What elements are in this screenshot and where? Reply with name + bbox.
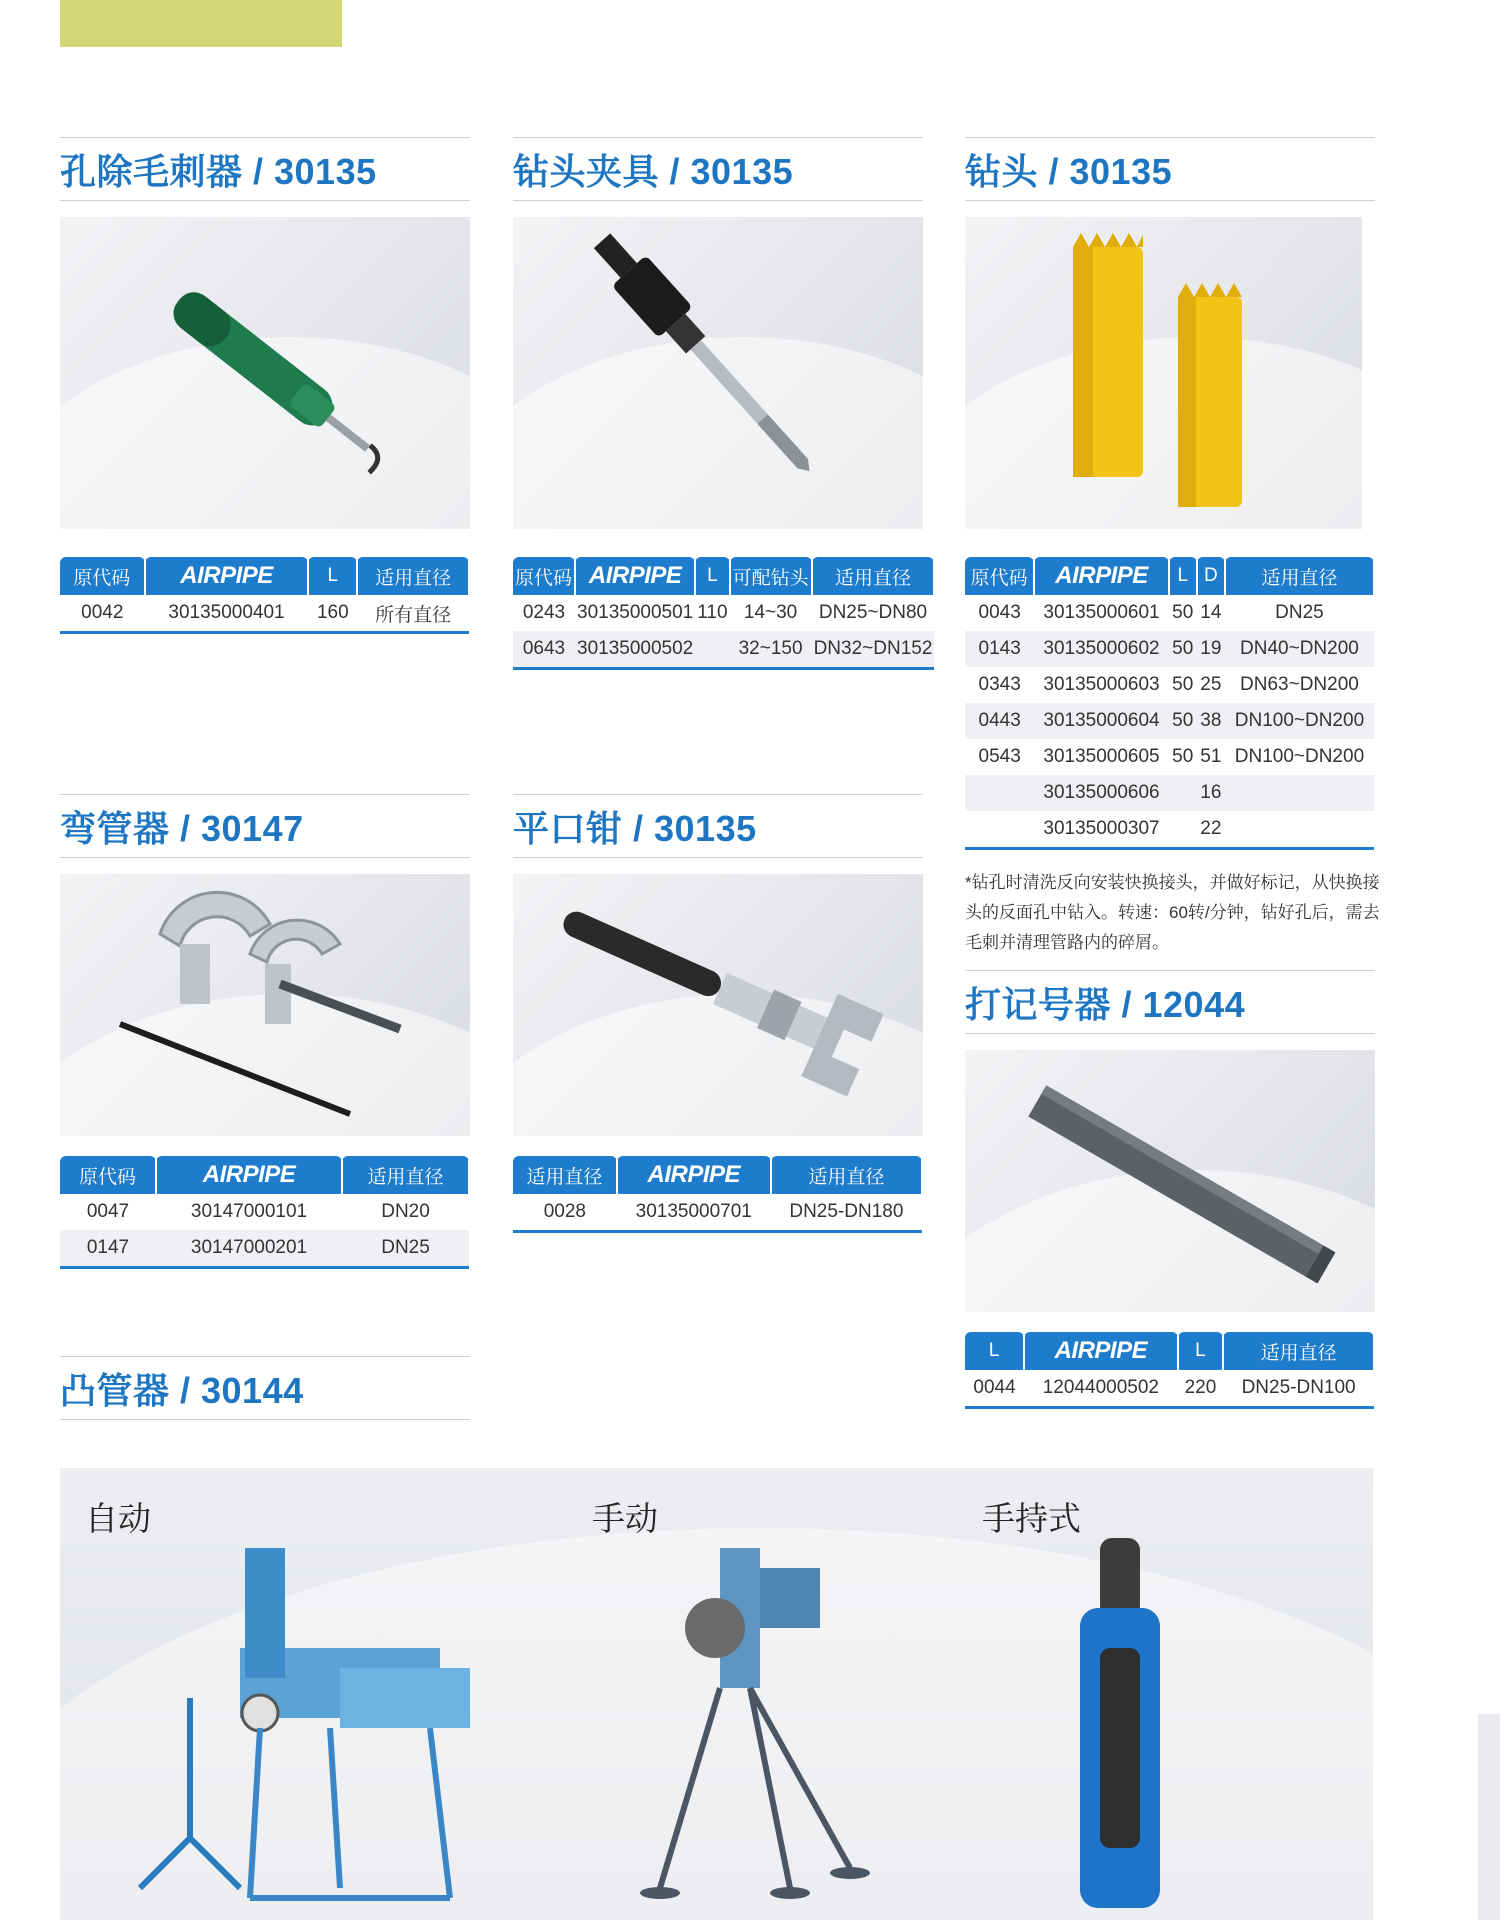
section-title: 弯管器 / 30147 xyxy=(60,807,304,849)
deburring-tool-icon xyxy=(60,217,470,529)
table-row xyxy=(513,1194,922,1232)
section-title: 孔除毛刺器 / 30135 xyxy=(60,150,377,192)
table-cell: DN32~DN152 xyxy=(812,631,935,669)
section-title: 钻头夹具 / 30135 xyxy=(513,150,794,192)
section-header xyxy=(60,137,470,201)
column-header: L xyxy=(308,557,357,595)
table-row xyxy=(60,595,469,633)
machine-panel xyxy=(60,1468,1373,1920)
table-cell xyxy=(1169,775,1197,811)
table-cell: 0343 xyxy=(978,674,1021,695)
table-cell: 0243 xyxy=(522,602,566,623)
column-header: 适用直径 xyxy=(513,1156,617,1194)
manual-label: 手动 xyxy=(592,1500,658,1537)
column-header: 原代码 xyxy=(965,557,1034,595)
table-cell: 0047 xyxy=(86,1201,130,1222)
header-accent-bar xyxy=(60,0,342,47)
table-cell: 50 xyxy=(1172,746,1194,767)
column-header: 原代码 xyxy=(513,557,575,595)
handheld-label: 手持式 xyxy=(982,1500,1081,1537)
column-header: L xyxy=(1169,557,1197,595)
spec-table xyxy=(965,1332,1375,1409)
table-cell: DN25 xyxy=(1275,602,1324,623)
table-cell: 14 xyxy=(1200,602,1222,623)
column-header: 适用直径 xyxy=(812,557,935,595)
marking-bar-photo xyxy=(965,1050,1375,1312)
section-roller xyxy=(60,1356,470,1420)
section-title: 凸管器 / 30144 xyxy=(60,1369,304,1411)
manual-roll-groover-icon xyxy=(620,1498,880,1920)
section-title: 平口钳 / 30135 xyxy=(513,807,757,849)
section-header xyxy=(513,794,923,858)
table-row xyxy=(965,1370,1374,1408)
column-header: 原代码 xyxy=(60,1156,156,1194)
spec-table xyxy=(60,557,470,634)
automatic-label: 自动 xyxy=(85,1500,151,1537)
table-cell: 0143 xyxy=(965,631,1034,667)
table-cell: 220 xyxy=(1184,1377,1217,1398)
deburring-tool-photo xyxy=(60,217,470,529)
table-cell: 50 xyxy=(1169,703,1197,739)
table-cell: 32~150 xyxy=(730,631,812,669)
table-cell: DN25-DN180 xyxy=(789,1201,904,1222)
hole-saw-photo xyxy=(965,217,1362,529)
column-header: 适用直径 xyxy=(1223,1332,1374,1370)
drill-holder-photo xyxy=(513,217,923,529)
column-header: L xyxy=(965,1332,1024,1370)
table-cell: 0147 xyxy=(60,1230,156,1268)
column-header: 可配钻头 xyxy=(730,557,812,595)
table-cell: 30135000606 xyxy=(1034,775,1168,811)
table-row xyxy=(965,631,1374,667)
table-cell: 30135000601 xyxy=(1043,602,1160,623)
section-drill-bit xyxy=(965,137,1380,958)
section-header xyxy=(965,970,1375,1034)
table-cell: 51 xyxy=(1200,746,1222,767)
table-cell: 30135000307 xyxy=(1043,818,1160,839)
table-cell: 25 xyxy=(1200,674,1222,695)
table-row xyxy=(965,595,1374,631)
table-row xyxy=(965,703,1374,739)
table-cell: DN25-DN100 xyxy=(1241,1377,1356,1398)
page-edge xyxy=(1478,1714,1500,1920)
table-cell: 30135000605 xyxy=(1043,746,1160,767)
table-row xyxy=(965,667,1374,703)
table-cell: 38 xyxy=(1197,703,1225,739)
automatic-roll-groover-icon xyxy=(100,1498,570,1920)
table-cell: 30135000401 xyxy=(168,602,285,623)
table-cell xyxy=(1169,811,1197,849)
table-cell: 160 xyxy=(316,602,349,623)
column-header: 适用直径 xyxy=(771,1156,922,1194)
spec-table xyxy=(513,557,935,670)
table-cell: 30135000603 xyxy=(1043,674,1160,695)
section-marker xyxy=(965,970,1375,1409)
table-cell: 19 xyxy=(1197,631,1225,667)
section-drill-holder xyxy=(513,137,933,670)
table-cell: 50 xyxy=(1172,674,1194,695)
section-header xyxy=(60,1356,470,1420)
table-cell xyxy=(1225,775,1374,811)
table-cell: 0042 xyxy=(81,602,124,623)
table-cell: 22 xyxy=(1200,818,1222,839)
table-cell: 14~30 xyxy=(743,602,798,623)
table-row xyxy=(513,595,934,631)
table-cell: DN100~DN200 xyxy=(1225,703,1374,739)
table-cell: 30147000101 xyxy=(190,1201,308,1222)
hole-saw-icon xyxy=(965,217,1362,529)
column-header: L xyxy=(1178,1332,1224,1370)
section-title: 打记号器 / 12044 xyxy=(965,983,1246,1025)
column-header: D xyxy=(1197,557,1225,595)
column-header: 适用直径 xyxy=(357,557,469,595)
spec-table xyxy=(965,557,1375,850)
table-row xyxy=(965,811,1374,849)
table-cell xyxy=(695,631,729,669)
table-cell: 所有直径 xyxy=(375,604,452,626)
table-cell: 30135000604 xyxy=(1034,703,1168,739)
table-cell: 30135000701 xyxy=(635,1201,752,1222)
column-header: AIRPIPE xyxy=(1024,1332,1178,1370)
marking-bar-icon xyxy=(965,1050,1375,1312)
table-cell: DN100~DN200 xyxy=(1234,746,1365,767)
table-cell: DN25~DN80 xyxy=(818,602,928,623)
spec-table xyxy=(513,1156,923,1233)
column-header: AIRPIPE xyxy=(617,1156,771,1194)
table-cell: DN63~DN200 xyxy=(1240,674,1359,695)
table-cell: 0043 xyxy=(978,602,1021,623)
table-cell: 50 xyxy=(1172,602,1194,623)
table-cell: 30147000201 xyxy=(156,1230,342,1268)
pipe-bender-icon xyxy=(60,874,470,1136)
table-cell: 12044000502 xyxy=(1042,1377,1159,1398)
section-wrench xyxy=(513,794,923,1233)
column-header: 适用直径 xyxy=(342,1156,469,1194)
table-cell: 0543 xyxy=(978,746,1021,767)
table-cell: 0643 xyxy=(513,631,575,669)
section-bender xyxy=(60,794,470,1269)
table-cell: 110 xyxy=(697,602,728,623)
drill-holder-icon xyxy=(513,217,923,529)
table-row xyxy=(513,631,934,669)
table-cell: 30135000602 xyxy=(1034,631,1168,667)
pipe-wrench-icon xyxy=(513,874,923,1136)
table-cell: 30135000502 xyxy=(575,631,695,669)
table-cell xyxy=(965,811,1034,849)
table-cell xyxy=(965,775,1034,811)
table-cell: 0443 xyxy=(965,703,1034,739)
table-cell: 0044 xyxy=(973,1377,1016,1398)
spec-table xyxy=(60,1156,470,1269)
section-title: 钻头 / 30135 xyxy=(965,150,1173,192)
table-row xyxy=(60,1194,469,1230)
section-deburr xyxy=(60,137,470,634)
table-cell: DN40~DN200 xyxy=(1225,631,1374,667)
table-row xyxy=(965,739,1374,775)
section-header xyxy=(60,794,470,858)
column-header: AIRPIPE xyxy=(156,1156,342,1194)
table-row xyxy=(965,775,1374,811)
column-header: 适用直径 xyxy=(1225,557,1374,595)
table-cell xyxy=(1225,811,1374,849)
table-cell: 30135000501 xyxy=(577,602,694,623)
pipe-wrench-photo xyxy=(513,874,923,1136)
column-header: AIRPIPE xyxy=(1034,557,1168,595)
section-header xyxy=(513,137,923,201)
table-row xyxy=(60,1230,469,1268)
column-header: 原代码 xyxy=(60,557,145,595)
table-cell: DN20 xyxy=(381,1201,430,1222)
table-cell: 0028 xyxy=(543,1201,587,1222)
column-header: L xyxy=(695,557,729,595)
handheld-roll-groover-icon xyxy=(1060,1528,1180,1918)
column-header: AIRPIPE xyxy=(145,557,309,595)
pipe-bender-photo xyxy=(60,874,470,1136)
table-cell: 16 xyxy=(1197,775,1225,811)
table-cell: DN25 xyxy=(342,1230,469,1268)
drilling-note: *钻孔时清洗反向安装快换接头，并做好标记，从快换接头的反面孔中钻入。转速：60转/分钟，钻好孔后，需去毛刺并清理管路内的碎屑。 xyxy=(965,873,1380,952)
section-header xyxy=(965,137,1375,201)
column-header: AIRPIPE xyxy=(575,557,695,595)
table-cell: 50 xyxy=(1169,631,1197,667)
